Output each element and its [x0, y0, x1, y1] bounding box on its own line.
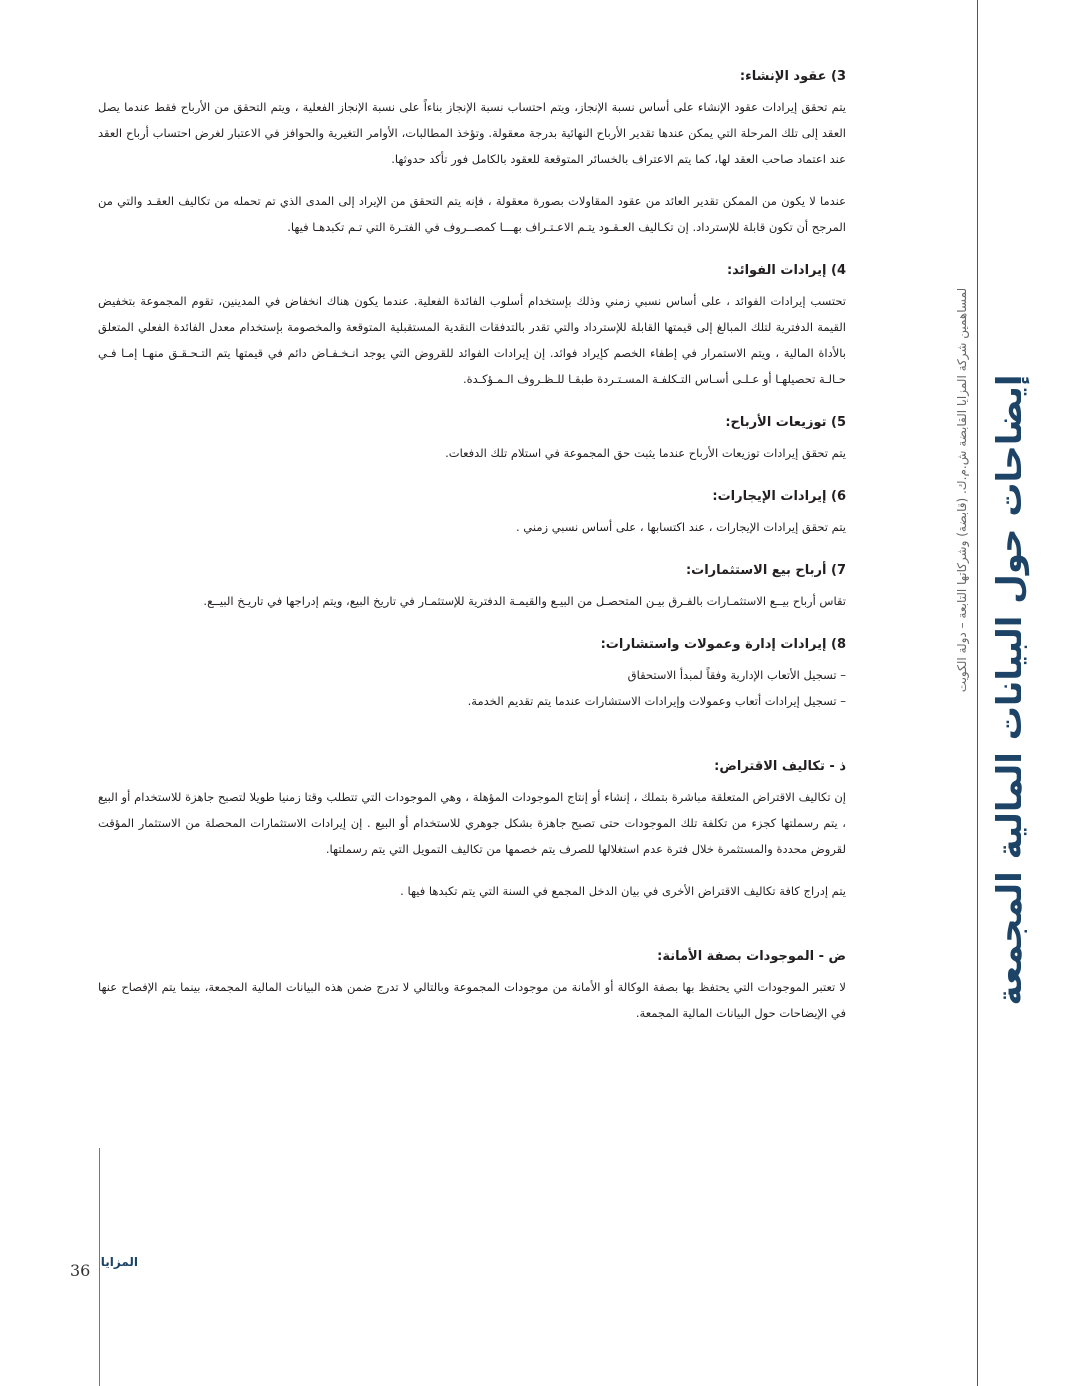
section-heading: ض - الموجودات بصفة الأمانة:: [657, 949, 846, 964]
footer-divider-line: [99, 1148, 100, 1386]
paragraph: يتم إدراج كافة تكاليف الاقتراض الأخرى في بيان الدخل المجمع في السنة التي يتم تكبدها فيها .: [400, 884, 846, 898]
side-divider-line: [977, 0, 978, 1386]
section-heading: 8) إيرادات إدارة وعمولات واستشارات:: [600, 637, 846, 652]
paragraph: إن تكاليف الاقتراض المتعلقة مباشرة بتملك ، إنشاء أو إنتاج الموجودات المؤهلة ، وهي الموجودات التي تتطلب وقتا زمنيا طويلا لتصبح جاهزة للاستخدام أو البيع ، يتم رسملتها كجزء من تكلفة تلك الموجودات حتى تصبح جاهزة بشكل جوهري للاستخدام أو البيع . إن إيرادات الاستثمارات المحصلة من الاستثمار المؤقت لقروض محددة والمستثمرة خلال فترة عدم استغلالها للصرف يتم خصمها من تكاليف التمويل التي يتم رسملتها.: [98, 790, 846, 856]
paragraph: تحتسب إيرادات الفوائد ، على أساس نسبي زمني وذلك بإستخدام أسلوب الفائدة الفعلية. عندما يكون هناك انخفاض في المدينين، تقوم المجموعة بتخفيض القيمة الدفترية لتلك المبالغ إلى قيمتها القابلة للإسترداد والتي تقدر بالتدفقات النقدية المستقبلية المتوقعة والمخصومة بإستخدام معدل الفائدة الفعلي المتعلق بالأداة المالية ، ويتم الاستمرار في إطفاء الخصم كإيراد فوائد. إن إيرادات الفوائد للقروض التي يوجد انـخـفـاض دائم في قيمتها يتم التـحـقـق منهـا إمـا فـي حـالـة تحصيلهـا أو عـلـى أسـاس التـكلفـة المسـتـردة طبقـا للـظـروف الـمـؤكـدة.: [98, 294, 846, 386]
section-heading: 7) أرباح بيع الاستثمارات:: [685, 563, 846, 578]
section-heading: 6) إيرادات الإيجارات:: [712, 489, 846, 504]
paragraph: يتم تحقق إيرادات توزيعات الأرباح عندما يثبت حق المجموعة في استلام تلك الدفعات.: [445, 446, 846, 460]
paragraph: يتم تحقق إيرادات عقود الإنشاء على أساس نسبة الإنجاز، ويتم احتساب نسبة الإنجاز بناءاً على نسبة الإنجاز الفعلية ، ويتم التحقق من الأرباح فقط عندما يصل العقد إلى تلك المرحلة التي يمكن عندها تقدير الأرباح النهائية بدرجة معقولة. وتؤخذ المطالبات، الأوامر التغيرية والحوافز في الاعتبار لغرض احتساب أرباح العقد عند اعتماد صاحب العقد لها، كما يتم الاعتراف بالخسائر المتوقعة للعقود بالكامل فور تأكد حدوثها.: [98, 100, 846, 166]
paragraph: يتم تحقق إيرادات الإيجارات ، عند اكتسابها ، على أساس نسبي زمني .: [515, 520, 846, 534]
side-section-title: إيضاحات حول البيانات المالية المجمعة: [990, 374, 1030, 1006]
section-heading: 5) توزيعات الأرباح:: [725, 415, 846, 430]
page-number: 36: [70, 1261, 91, 1280]
paragraph: تقاس أرباح بيــع الاستثمـارات بالفـرق بيـن المتحصـل من البيـع والقيمـة الدفترية للإستثمـار في تاريخ البيع، ويتم إدراجها في تاريـخ البيــع.: [203, 594, 846, 608]
company-logo: المزايا: [100, 1255, 138, 1269]
side-company-subtitle: لمساهمين شركة المزايا القابضة ش.م.ك. (قابضة) وشركاتها التابعة – دولة الكويت: [955, 287, 969, 693]
section-management-fees: [98, 634, 846, 714]
section-borrowing-costs: [98, 756, 846, 904]
document-body: [98, 66, 846, 1046]
section-heading: ذ - تكاليف الاقتراض:: [714, 759, 846, 774]
section-fiduciary-assets: [98, 946, 846, 1026]
paragraph: لا تعتبر الموجودات التي يحتفظ بها بصفة الوكالة أو الأمانة من موجودات المجموعة وبالتالي لا تدرج ضمن هذه البيانات المالية المجمعة، بينما يتم الإفصاح عنها في الإيضاحات حول البيانات المالية المجمعة.: [98, 980, 846, 1020]
bullet-item: – تسجيل إيرادات أتعاب وعمولات وإيرادات الاستشارات عندما يتم تقديم الخدمة.: [467, 694, 846, 708]
section-construction-contracts: [98, 66, 846, 240]
section-interest-income: [98, 260, 846, 392]
bullet-item: – تسجيل الأتعاب الإدارية وفقاً لمبدأ الاستحقاق: [627, 668, 846, 682]
section-investment-sale-gains: [98, 560, 846, 614]
section-heading: 4) إيرادات الفوائد:: [726, 263, 846, 278]
section-rental-income: [98, 486, 846, 540]
section-heading: 3) عقود الإنشاء:: [739, 69, 846, 84]
paragraph: عندما لا يكون من الممكن تقدير العائد من عقود المقاولات بصورة معقولة ، فإنه يتم التحقق من الإيراد إلى المدى الذي تم تحمله من تكاليف العقـد والتي من المرجح أن تكون قابلة للإسترداد. إن تكـاليف العـقـود يتـم الاعـتـراف بهـــا كمصــروف في الفتـرة التي تـم تكبدهـا فيها.: [98, 194, 846, 234]
section-dividends: [98, 412, 846, 466]
